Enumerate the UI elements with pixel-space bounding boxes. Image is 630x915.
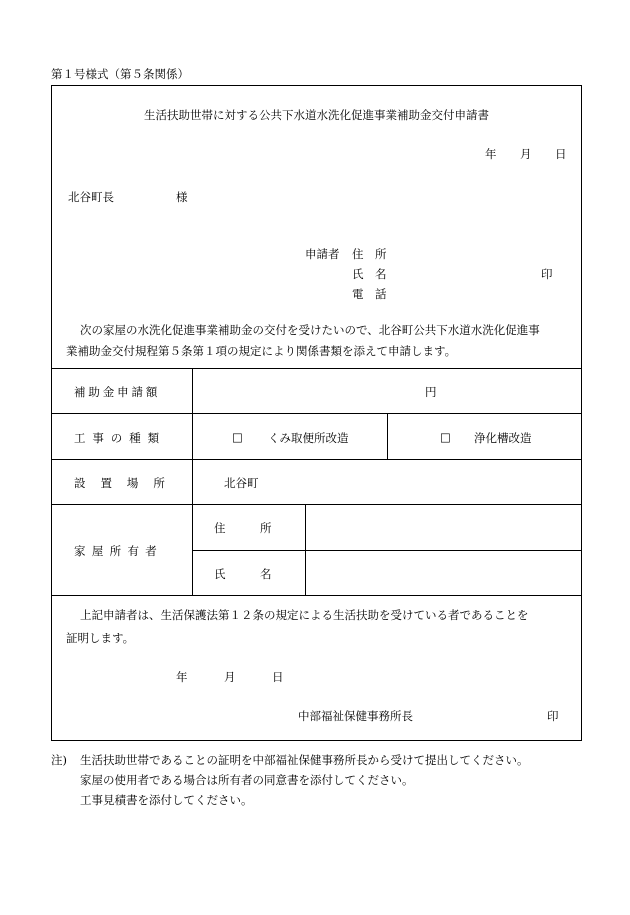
applicant-phone-label: 電 話 <box>352 287 387 301</box>
addressee-name: 北谷町長 <box>68 190 114 204</box>
option2-checkbox[interactable]: □ <box>440 430 451 444</box>
note-item: 工事見積書を添付してください。 <box>80 793 253 807</box>
cert-date-day[interactable]: 日 <box>272 670 284 684</box>
owner-split-line <box>192 550 582 551</box>
applicant-name-label: 氏 名 <box>352 267 387 281</box>
certification-line1: 上記申請者は、生活保護法第１２条の規定による生活扶助を受けている者であることを <box>80 608 529 622</box>
note-item: 生活扶助世帯であることの証明を中部福祉保健事務所長から受けて提出してください。 <box>80 753 529 767</box>
note-item: 家屋の使用者である場合は所有者の同意書を添付してください。 <box>80 773 414 787</box>
cert-issuer: 中部福祉保健事務所長 <box>298 709 413 723</box>
certification-line2: 証明します。 <box>66 631 135 645</box>
row-line-1 <box>51 413 582 414</box>
location-value[interactable]: 北谷町 <box>224 476 259 490</box>
request-text-line1: 次の家屋の水洗化促進事業補助金の交付を受けたいので、北谷町公共下水道水洗化促進事 <box>80 323 540 337</box>
table-top-line <box>51 368 582 369</box>
cert-date-month[interactable]: 月 <box>224 670 236 684</box>
amount-unit[interactable]: 円 <box>425 385 437 399</box>
addressee-honorific: 様 <box>176 190 188 204</box>
owner-address-label: 住 所 <box>214 521 272 535</box>
label-column-line <box>192 368 193 595</box>
option1-label: くみ取便所改造 <box>268 431 349 445</box>
cert-date-year[interactable]: 年 <box>176 670 188 684</box>
option1-checkbox[interactable]: □ <box>232 430 243 444</box>
row-line-2 <box>51 459 582 460</box>
form-title: 生活扶助世帯に対する公共下水道水洗化促進事業補助金交付申請書 <box>144 108 489 122</box>
option2-label: 浄化槽改造 <box>474 431 532 445</box>
owner-name-label: 氏 名 <box>214 567 272 581</box>
owner-subcolumn-line <box>305 504 306 595</box>
amount-label: 補助金申請額 <box>74 385 161 399</box>
work-type-label: 工事の種類 <box>74 431 166 445</box>
notes-label: 注) <box>51 753 67 767</box>
applicant-label: 申請者 <box>305 247 340 261</box>
request-text-line2: 業補助金交付規程第５条第１項の規定により関係書類を添えて申請します。 <box>66 344 457 358</box>
date-year[interactable]: 年 <box>485 147 497 161</box>
location-label: 設置場所 <box>74 476 180 490</box>
owner-label: 家屋所有者 <box>74 544 164 558</box>
row-line-3 <box>51 504 582 505</box>
cert-seal: 印 <box>547 709 559 723</box>
form-number: 第１号様式（第５条関係） <box>51 67 189 81</box>
date-day[interactable]: 日 <box>555 147 567 161</box>
applicant-seal: 印 <box>541 267 553 281</box>
table-bottom-line <box>51 595 582 596</box>
date-month[interactable]: 月 <box>520 147 532 161</box>
work-type-divider <box>387 413 388 459</box>
applicant-address-label: 住 所 <box>352 247 387 261</box>
